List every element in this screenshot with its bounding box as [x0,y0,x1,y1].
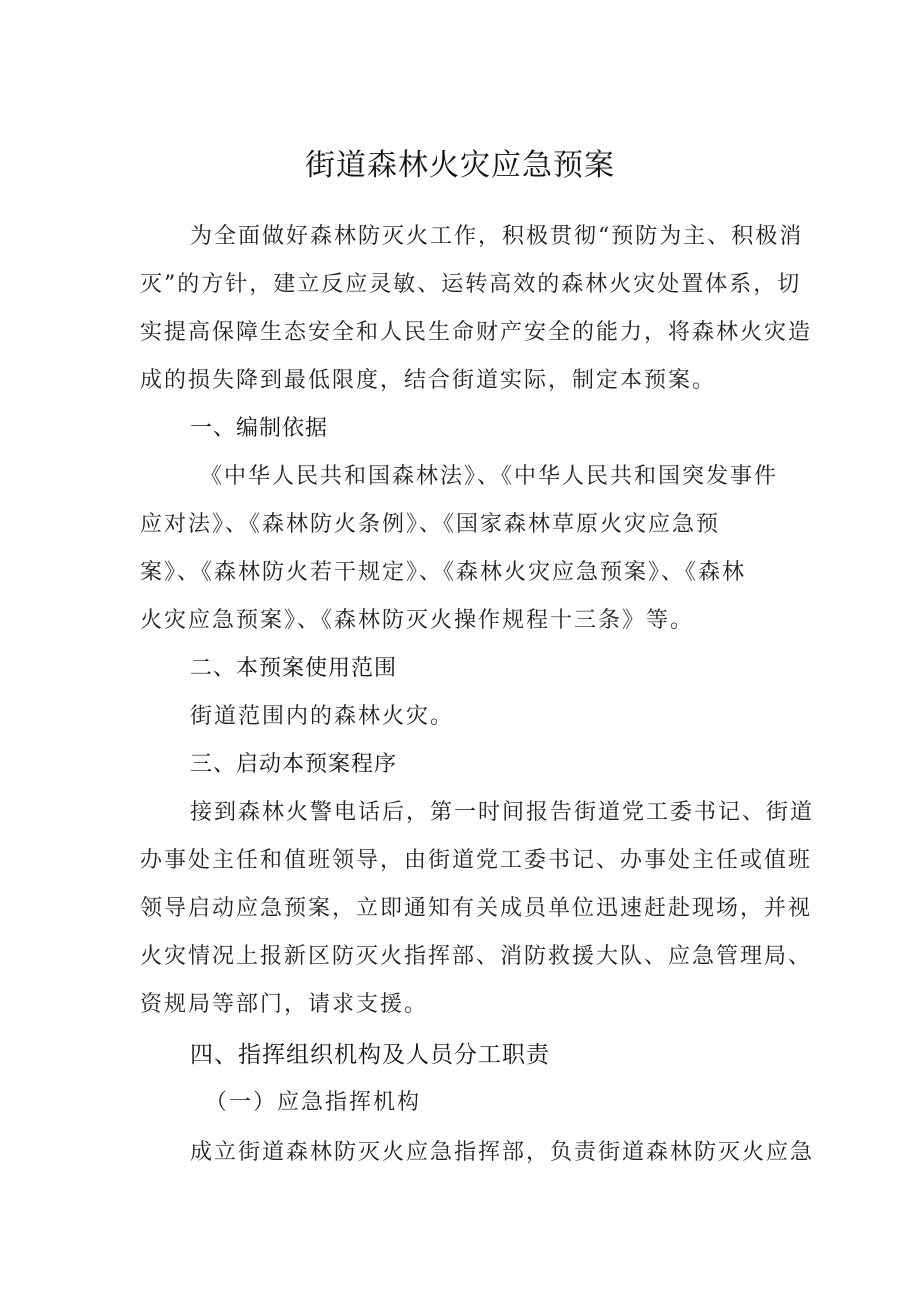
section-1-line-3: 案》、《森林防火若干规定》、《森林火灾应急预案》、《森林 [140,560,747,585]
section-3-line-2: 办事处主任和值班领导，由街道党工委书记、办事处主任或值班 [140,848,813,873]
section-3-heading: 三、启动本预案程序 [190,752,398,777]
section-3-line-3: 领导启动应急预案，立即通知有关成员单位迅速赶赴现场，并视 [140,896,813,921]
intro-line-2: 灭”的方针，建立反应灵敏、运转高效的森林火灾处置体系，切 [140,272,802,297]
section-3-line-5: 资规局等部门，请求支援。 [140,992,429,1017]
section-3-line-4: 火灾情况上报新区防灭火指挥部、消防救援大队、应急管理局、 [140,944,813,969]
section-4-heading: 四、指挥组织机构及人员分工职责 [190,1042,550,1068]
section-3-line-1: 接到森林火警电话后，第一时间报告街道党工委书记、街道 [190,800,815,825]
section-1-line-1: 《中华人民共和国森林法》、《中华人民共和国突发事件 [200,464,779,489]
section-1-line-4: 火灾应急预案》、《森林防灭火操作规程十三条》等。 [140,608,695,633]
section-2-heading: 二、本预案使用范围 [190,656,398,681]
section-1-line-2: 应对法》、《森林防火条例》、《国家森林草原火灾应急预 [140,512,721,537]
section-2-line-1: 街道范围内的森林火灾。 [190,704,455,729]
intro-line-1: 为全面做好森林防灭火工作，积极贯彻“预防为主、积极消 [190,224,804,249]
section-4-subheading: （一）应急指挥机构 [205,1090,422,1115]
intro-line-4: 成的损失降到最低限度，结合街道实际，制定本预案。 [140,368,717,393]
intro-line-3: 实提高保障生态安全和人民生命财产安全的能力，将森林火灾造 [140,320,813,345]
section-4-line-1: 成立街道森林防灭火应急指挥部，负责街道森林防灭火应急 [190,1140,815,1165]
document-title: 街道森林火灾应急预案 [305,148,615,183]
section-1-heading: 一、编制依据 [190,416,329,441]
